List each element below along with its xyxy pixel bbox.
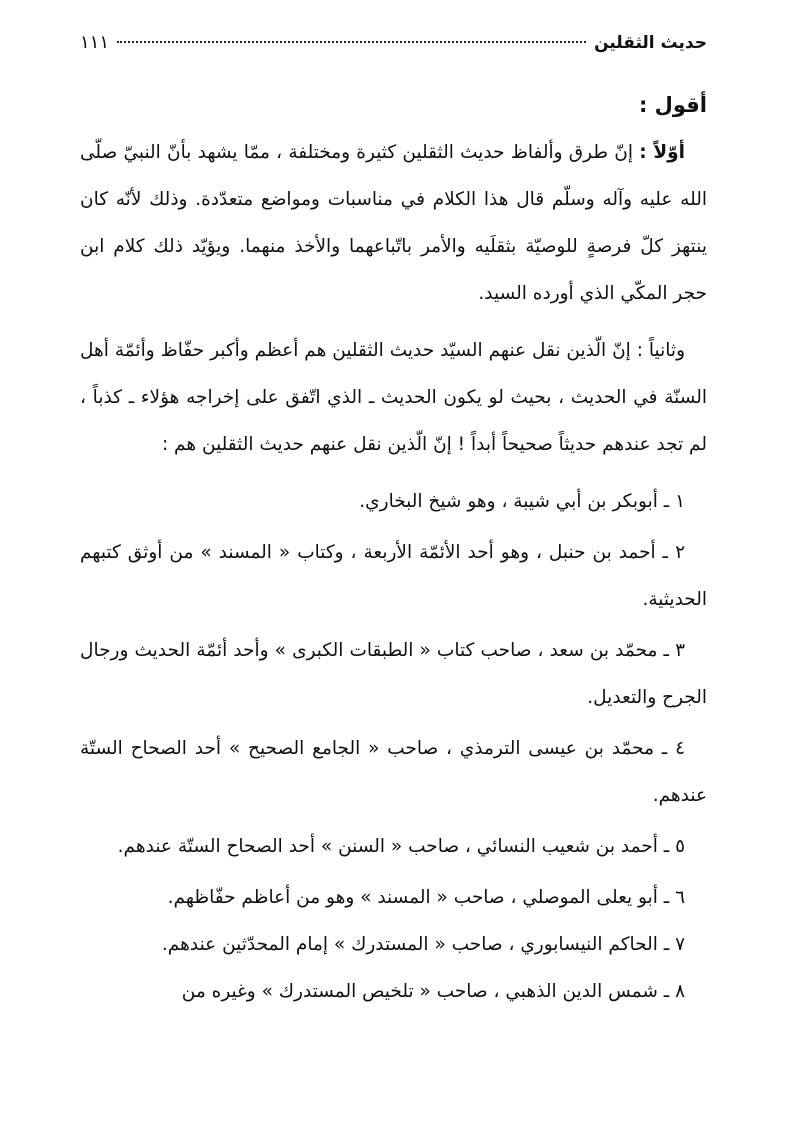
list-item: ٤ ـ محمّد بن عيسى الترمذي ، صاحب « الجامع الصحيح » أحد الصحاح الستّة عندهم. bbox=[80, 738, 707, 806]
paragraph-second bbox=[80, 327, 707, 468]
page-number: ١١١ bbox=[80, 32, 110, 53]
list-item: ٥ ـ أحمد بن شعيب النسائي ، صاحب « السنن » أحد الصحاح الستّة عندهم. bbox=[117, 836, 685, 857]
list-item: ٦ ـ أبو يعلى الموصلي ، صاحب « المسند » وهو من أعاظم حفّاظهم. bbox=[167, 887, 685, 908]
section-heading: أقول : bbox=[638, 93, 707, 117]
running-header bbox=[80, 32, 707, 60]
paragraph-first-lead: أوّلاً : bbox=[639, 142, 685, 163]
leader-dots bbox=[117, 41, 586, 43]
running-header-title: حديث الثقلين bbox=[594, 33, 707, 53]
paragraph-second-lead: وثانياً : bbox=[636, 340, 686, 361]
body-text bbox=[80, 82, 707, 1015]
list-item: ٧ ـ الحاكم النيسابوري ، صاحب « المستدرك » إمام المحدّثين عندهم. bbox=[161, 934, 685, 955]
list-item: ٣ ـ محمّد بن سعد ، صاحب كتاب « الطبقات الكبرى » وأحد أئمّة الحديث ورجال الجرح والتعديل. bbox=[80, 640, 707, 708]
paragraph-second-text: إنّ الّذين نقل عنهم السيّد حديث الثقلين هم أعظم وأكبر حفّاظ وأئمّة أهل السنّة في الحديث ، بحيث لو يكون الحديث ـ الذي اتّفق على إخراجه هؤلاء ـ كذباً ، لم تجد عندهم حديثاً صحيحاً أبداً ! إنّ الّذين نقل عنهم حديث الثقلين هم : bbox=[80, 340, 707, 455]
list-item: ١ ـ أبوبكر بن أبي شيبة ، وهو شيخ البخاري. bbox=[359, 491, 685, 512]
list-item: ٨ ـ شمس الدين الذهبي ، صاحب « تلخيص المستدرك » وغيره من bbox=[181, 981, 685, 1002]
paragraph-first-text: إنّ طرق وألفاظ حديث الثقلين كثيرة ومختلفة ، ممّا يشهد بأنّ النبيّ صلّى الله عليه وآله وسلّم قال هذا الكلام في مناسبات ومواضع متعدّدة. وذلك لأنّه كان ينتهز كلّ فرصةٍ للوصيّة بثقلَيه والأمر باتّباعهما والأخذ منهما. ويؤيّد ذلك كلام ابن حجر المكّي الذي أورده السيد. bbox=[80, 142, 707, 304]
list-item: ٢ ـ أحمد بن حنبل ، وهو أحد الأئمّة الأربعة ، وكتاب « المسند » من أوثق كتبهم الحديثية. bbox=[80, 542, 707, 610]
paragraph-first bbox=[80, 129, 707, 317]
